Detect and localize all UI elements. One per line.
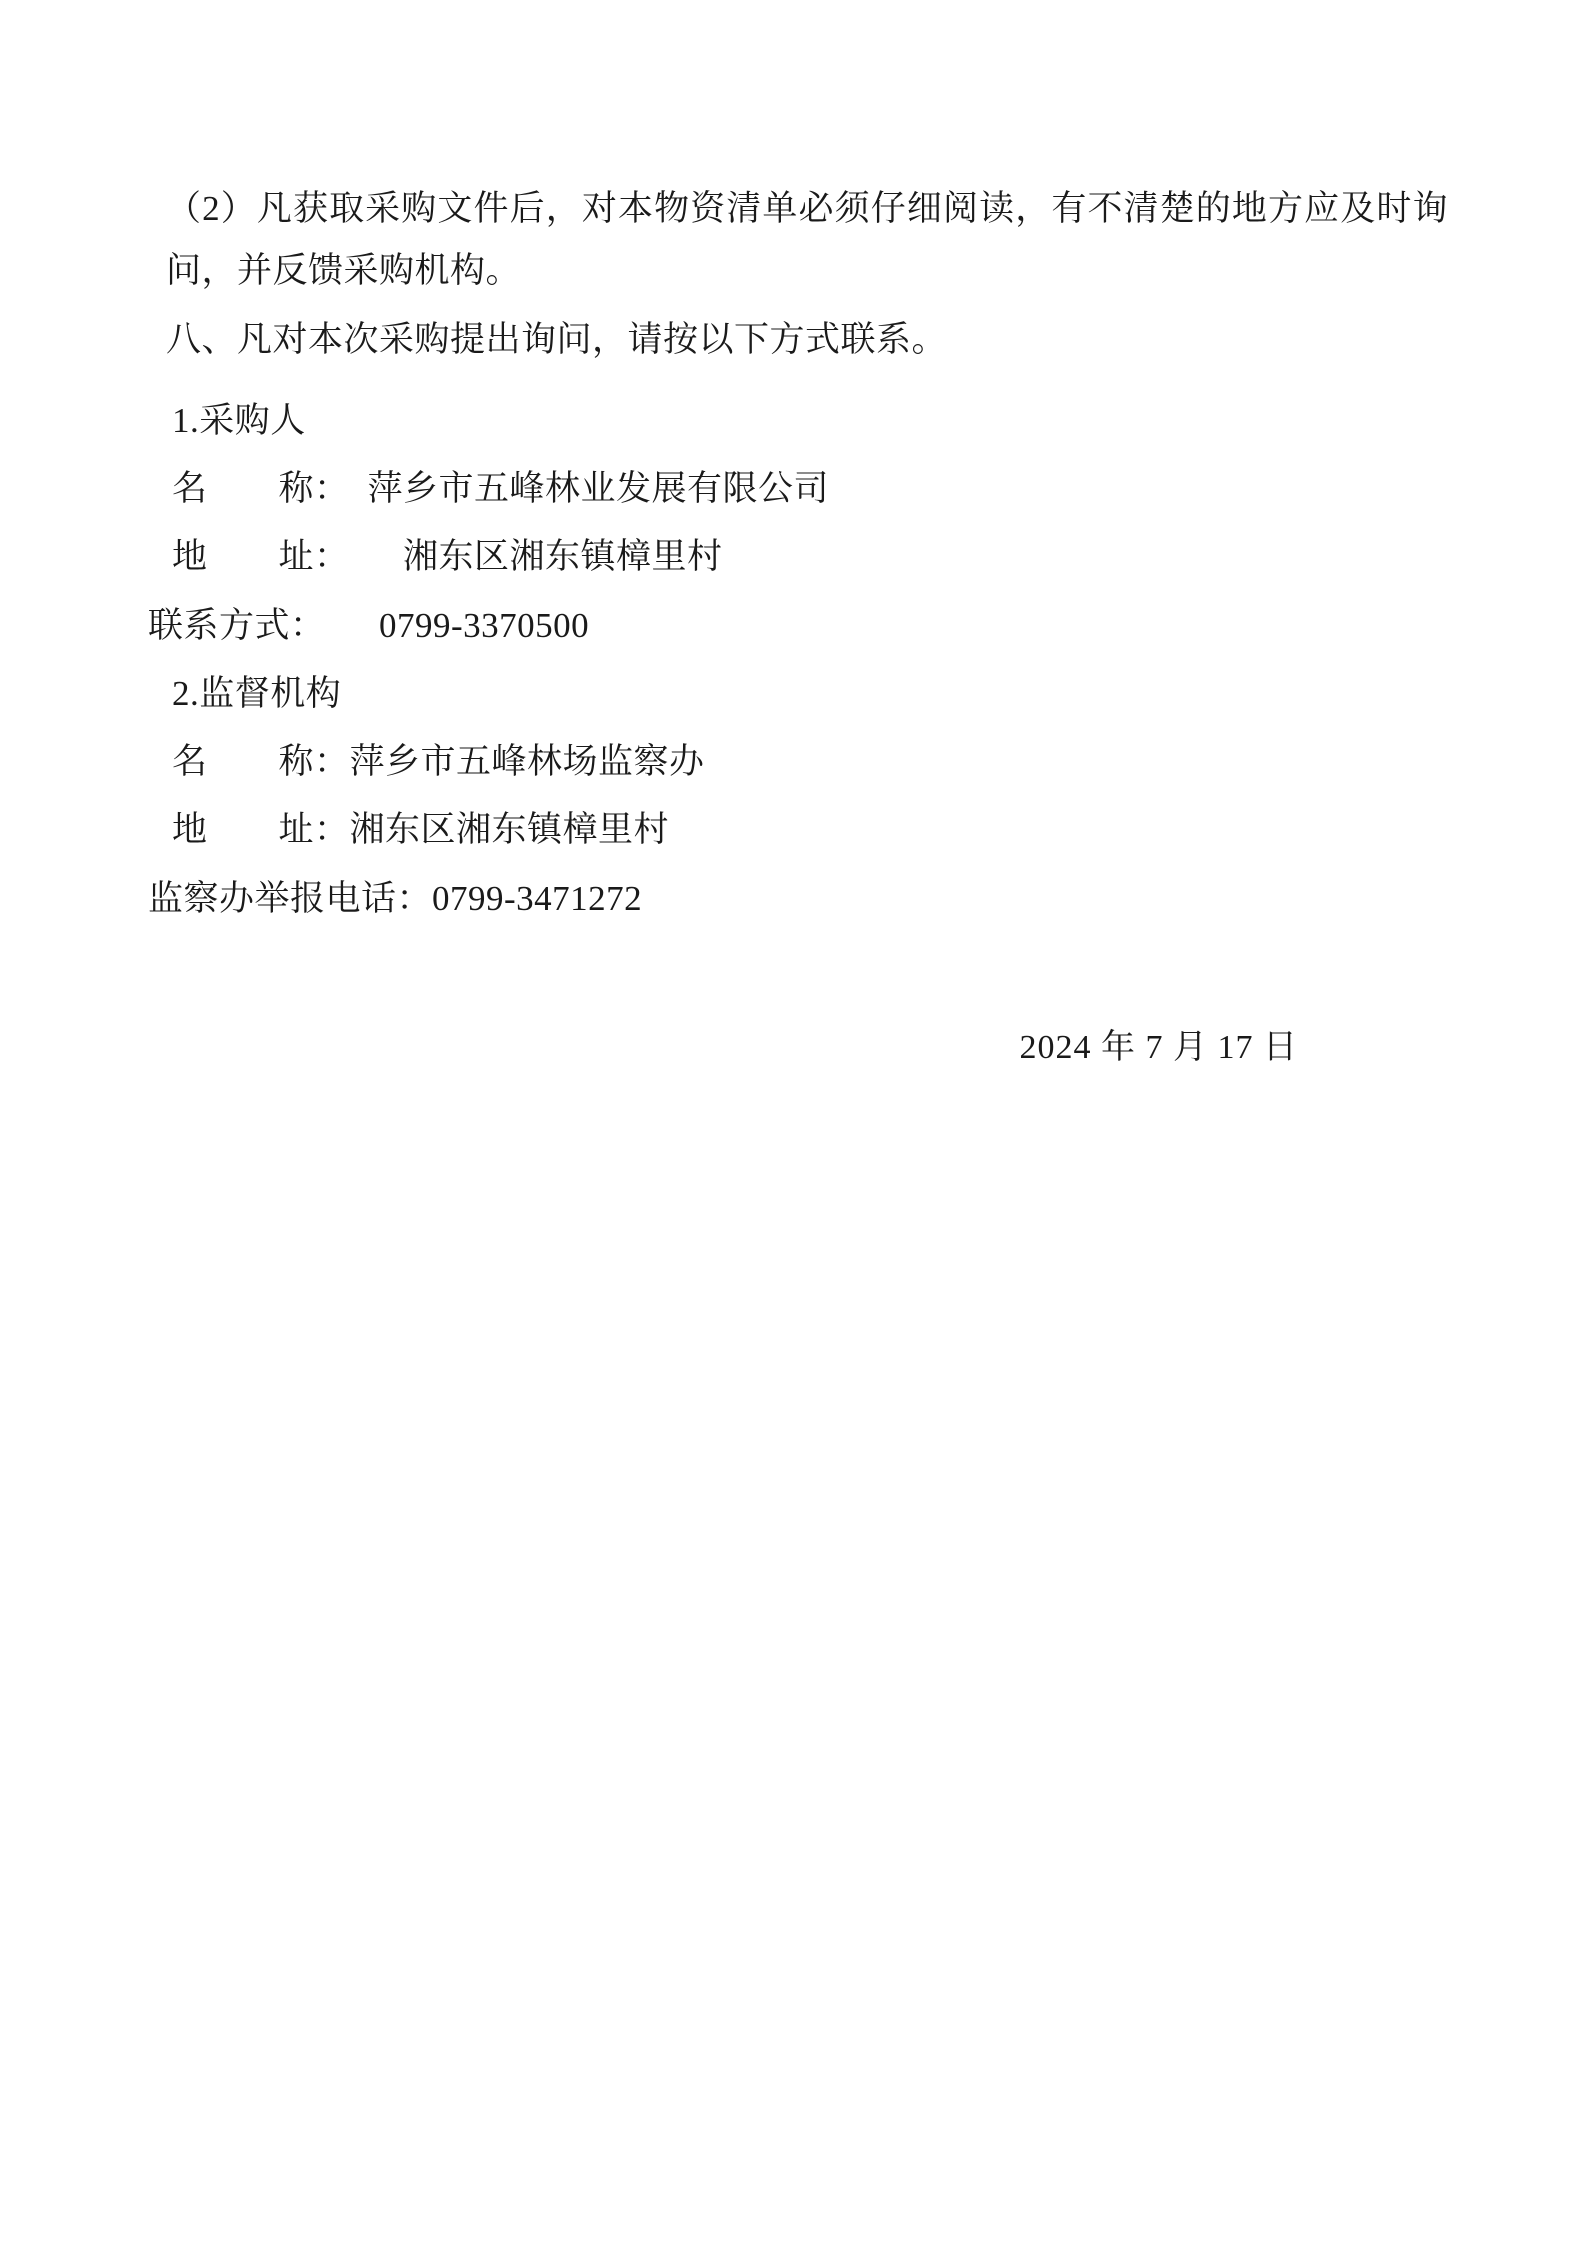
field-value: 萍乡市五峰林场监察办 (349, 742, 705, 782)
section-heading-supervisor: 2.监督机构 (172, 673, 342, 713)
field-value: 0799-3471272 (432, 878, 643, 918)
field-purchaser-contact (148, 592, 1448, 660)
field-value: 湘东区湘东镇樟里村 (332, 537, 723, 577)
spacer (148, 377, 1448, 387)
field-label: 名 称： (172, 742, 350, 782)
field-label: 监察办举报电话： (148, 878, 433, 918)
field-supervisor-address (148, 796, 1448, 864)
field-value: 萍乡市五峰林业发展有限公司 (332, 469, 830, 509)
field-value: 0799-3370500 (308, 605, 590, 645)
paragraph-section-eight: 八、凡对本次采购提出询问，请按以下方式联系。 (166, 319, 948, 359)
field-supervisor-hotline (148, 865, 1448, 933)
document-date: 2024 年 7 月 17 日 (1019, 1028, 1298, 1066)
field-label: 地 址： (172, 810, 350, 850)
field-purchaser-address (148, 523, 1448, 591)
field-value: 湘东区湘东镇樟里村 (349, 810, 670, 850)
field-purchaser-name (148, 455, 1448, 523)
document-body (148, 178, 1448, 1102)
field-label: 名 称： (172, 469, 333, 509)
paragraph-notice-2: （2）凡获取采购文件后，对本物资清单必须仔细阅读，有不清楚的地方应及时询问，并反馈采购机构。 (166, 189, 1448, 291)
field-label: 地 址： (172, 537, 333, 577)
field-label: 联系方式： (148, 605, 309, 645)
field-supervisor-name (148, 728, 1448, 796)
section-heading-purchaser: 1.采购人 (172, 400, 306, 440)
